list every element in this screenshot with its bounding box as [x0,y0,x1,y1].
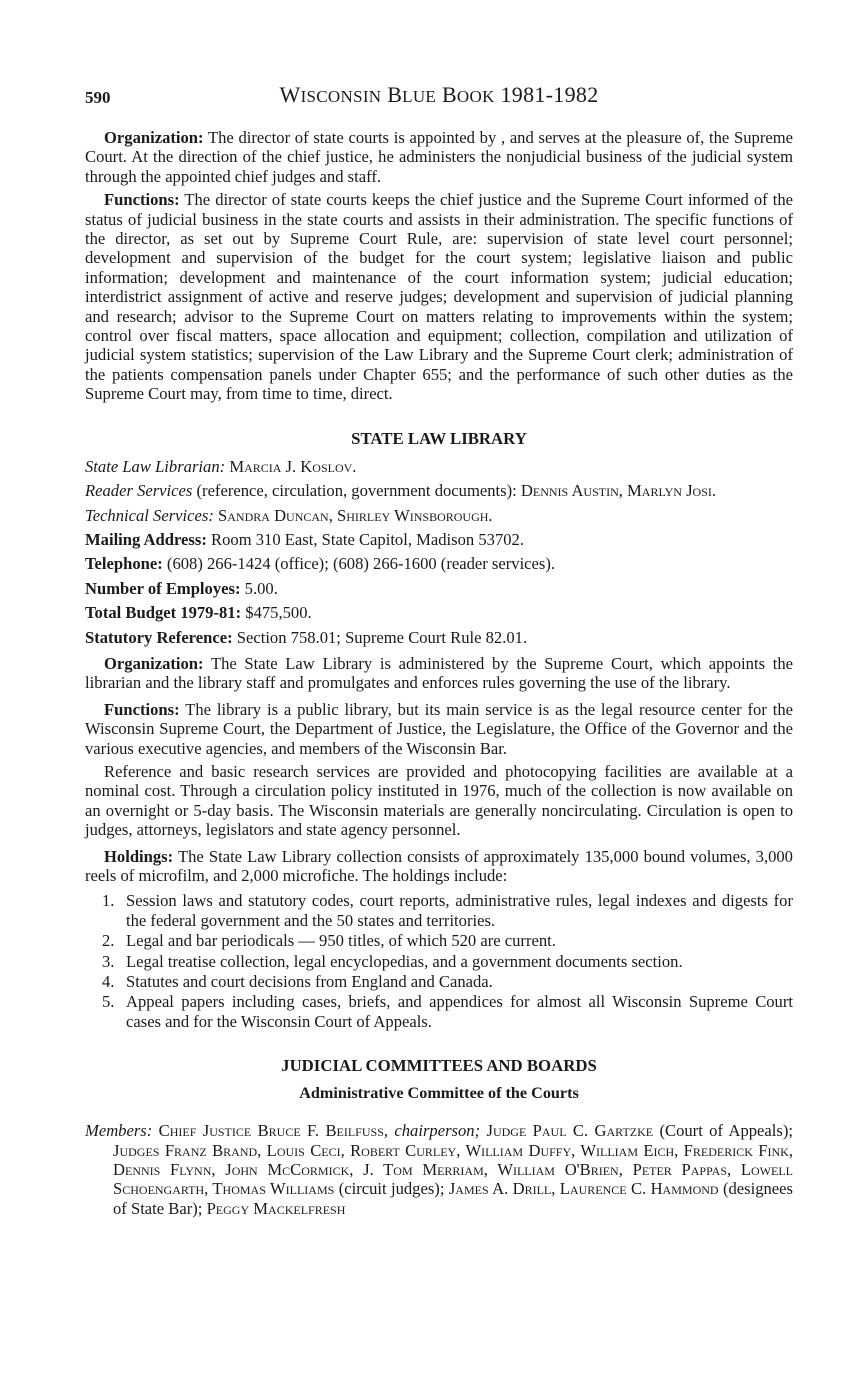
library-organization-paragraph: Organization: The State Law Library is administered by the Supreme Court, which appoints the librarian and the library staff and promulgates and enforces rules governing the use of the library. [85,653,793,693]
list-item: 3. Legal treatise collection, legal encyclopedias, and a government documents section. [102,951,683,971]
mailing-address-line: Mailing Address: Room 310 East, State Capitol, Madison 53702. [85,529,524,549]
running-title: WISCONSIN BLUE BOOK 1981-1982 [279,82,599,107]
reader-services-line: Reader Services (reference, circulation, government documents): Dennis Austin, Marlyn Josi. [85,481,717,501]
document-page [85,82,793,1218]
list-item: 5. Appeal papers including cases, briefs, and appendices for almost all Wisconsin Supreme Court cases and for the Wisconsin Court of Appeals. [102,992,793,1031]
list-item: 2. Legal and bar periodicals — 950 titles, of which 520 are current. [102,931,556,951]
director-functions-paragraph: Functions: The director of state courts keeps the chief justice and the Supreme Court informed of the status of judicial business in the state courts and assists in their administration. The specific functions of the director, as set out by Supreme Court Rule, are: supervision of state level court personnel; development and supervision of the budget for the court system; legislative liaison and public information; development and maintenance of the court information system; judicial education; interdistrict assignment of active and reserve judges; development and supervision of judicial planning and research; advisor to the Supreme Court on matters relating to improvements within the system; control over fiscal matters, space allocation and equipment; collection, compilation and utilization of judicial system statistics; supervision of the Law Library and the Supreme Court clerk; administration of the patients compensation panels under Chapter 655; and the performance of such other duties as the Supreme Court may, from time to time, direct. [85,190,793,404]
employees-line: Number of Employes: 5.00. [85,578,278,598]
library-functions-paragraph: Functions: The library is a public library, but its main service is as the legal resource center for the Wisconsin Supreme Court, the Department of Justice, the Legislature, the Office of the Governor and the various executive agencies, and members of the Wisconsin Bar. [85,699,793,758]
technical-services-line: Technical Services: Sandra Duncan, Shirley Winsborough. [85,505,493,525]
page-header [85,82,793,114]
library-reference-paragraph: Reference and basic research services are provided and photocopying facilities are available at a nominal cost. Through a circulation policy instituted in 1976, much of the collection is now available on an overnight or 5-day basis. The Wisconsin materials are generally noncirculating. Circulation is open to judges, attorneys, legislators and state agency personnel. [85,761,793,840]
committee-members-paragraph: Members: Chief Justice Bruce F. Beilfuss, chairperson; Judge Paul C. Gartzke (Court of Appeals); Judges Franz Brand, Louis Ceci, Robert Curley, William Duffy, William Eich, Frederick Fink, Dennis Flynn, John McCormick, J. Tom Merriam, William O'Brien, Peter Pappas, Lowell Schoengarth, Thomas Williams (circuit judges); James A. Drill, Laurence C. Hammond (designees of State Bar); Peggy Mackelfresh [85,1121,793,1218]
budget-line: Total Budget 1979-81: $475,500. [85,603,312,623]
holdings-list [85,891,793,1031]
statutory-reference-line: Statutory Reference: Section 758.01; Supreme Court Rule 82.01. [85,627,528,647]
judicial-committees-heading: JUDICIAL COMMITTEES AND BOARDS [281,1056,597,1076]
administrative-committee-subheading: Administrative Committee of the Courts [299,1084,579,1103]
telephone-line: Telephone: (608) 266-1424 (office); (608) 266-1600 (reader services). [85,554,556,574]
director-organization-paragraph: Organization: The director of state courts is appointed by , and serves at the pleasure of, the Supreme Court. At the direction of the chief justice, he administers the nonjudicial business of the judicial system through the appointed chief judges and staff. [85,128,793,186]
page-number: 590 [85,88,111,107]
state-law-library-heading: STATE LAW LIBRARY [351,428,527,448]
librarian-line: State Law Librarian: Marcia J. Koslov. [85,456,357,476]
library-holdings-paragraph: Holdings: The State Law Library collection consists of approximately 135,000 bound volumes, 3,000 reels of microfilm, and 2,000 microfiche. The holdings include: [85,846,793,885]
list-item: 1. Session laws and statutory codes, court reports, administrative rules, legal indexes and digests for the federal government and the 50 states and territories. [102,891,793,930]
list-item: 4. Statutes and court decisions from England and Canada. [102,972,493,992]
